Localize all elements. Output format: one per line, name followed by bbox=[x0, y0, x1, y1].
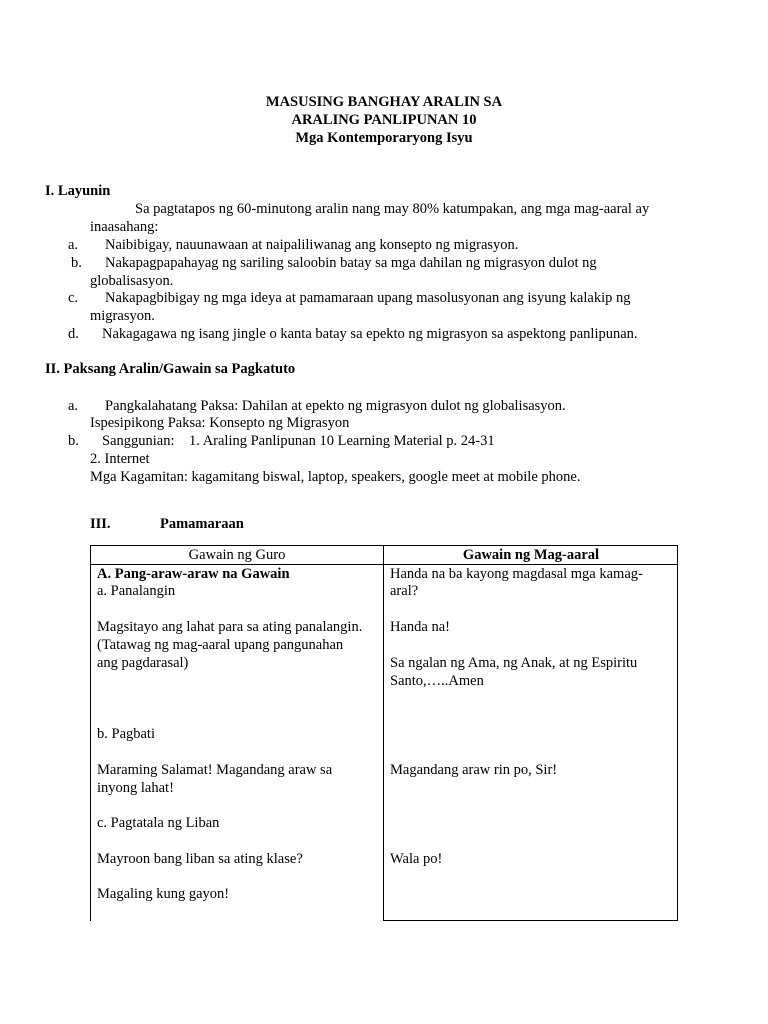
table-bottom-border bbox=[383, 920, 678, 921]
student-attendance-response: Wala po! bbox=[390, 851, 443, 867]
objective-b-text-cont: globalisasyon. bbox=[90, 273, 174, 289]
objective-b-text: Nakapagpapahayag ng sariling saloobin batay sa mga dahilan ng migrasyon dulot ng bbox=[105, 255, 597, 271]
procedure-table bbox=[90, 545, 678, 921]
student-ready-response: Handa na! bbox=[390, 619, 450, 635]
objective-d-marker: d. bbox=[68, 326, 79, 342]
objective-a-text: Naibibigay, nauunawaan at naipaliliwanag ang konsepto ng migrasyon. bbox=[105, 237, 519, 253]
references-line: Sanggunian: 1. Araling Panlipunan 10 Learning Material p. 24-31 bbox=[102, 433, 495, 449]
student-prayer-question-line-2: aral? bbox=[390, 583, 419, 599]
student-greeting-response: Magandang araw rin po, Sir! bbox=[390, 762, 558, 778]
prayer-subheading: a. Panalangin bbox=[97, 583, 176, 599]
section-3-heading: Pamamaraan bbox=[160, 516, 244, 532]
title-line-1: MASUSING BANGHAY ARALIN SA bbox=[265, 94, 503, 110]
header-student-activity: Gawain ng Mag-aaral bbox=[462, 547, 600, 563]
objective-b-marker: b. bbox=[71, 255, 82, 271]
section-1-heading: I. Layunin bbox=[45, 183, 111, 199]
table-left-border bbox=[90, 545, 91, 921]
teacher-greeting-line-2: inyong lahat! bbox=[97, 780, 174, 796]
student-prayer-line-2: Santo,…..Amen bbox=[390, 673, 484, 689]
attendance-subheading: c. Pagtatala ng Liban bbox=[97, 815, 220, 831]
student-prayer-question-line-1: Handa na ba kayong magdasal mga kamag- bbox=[390, 566, 643, 582]
section-3-numeral: III. bbox=[90, 516, 111, 532]
table-right-border bbox=[677, 545, 678, 921]
title-line-2: ARALING PANLIPUNAN 10 bbox=[291, 112, 477, 128]
section-1-intro-line-1: Sa pagtatapos ng 60-minutong aralin nang may 80% katumpakan, ang mga mag-aaral ay bbox=[135, 201, 650, 217]
teacher-prayer-line-2: (Tatawag ng mag-aaral upang pangunahan bbox=[97, 637, 344, 653]
references-internet: 2. Internet bbox=[90, 451, 150, 467]
teacher-prayer-line-3: ang pagdarasal) bbox=[97, 655, 189, 671]
teacher-attendance-question: Mayroon bang liban sa ating klase? bbox=[97, 851, 303, 867]
header-teacher-activity: Gawain ng Guro bbox=[188, 547, 286, 563]
teacher-praise: Magaling kung gayon! bbox=[97, 886, 230, 902]
topic-a-marker: a. bbox=[68, 398, 79, 414]
specific-topic: Ispesipikong Paksa: Konsepto ng Migrasyon bbox=[90, 415, 350, 431]
daily-routine-heading: A. Pang-araw-araw na Gawain bbox=[97, 566, 290, 582]
general-topic: Pangkalahatang Paksa: Dahilan at epekto ng migrasyon dulot ng globalisasyon. bbox=[105, 398, 566, 414]
teacher-prayer-line-1: Magsitayo ang lahat para sa ating panalangin. bbox=[97, 619, 363, 635]
table-middle-border bbox=[383, 545, 384, 921]
topic-b-marker: b. bbox=[68, 433, 79, 449]
objective-d-text: Nakagagawa ng isang jingle o kanta batay sa epekto ng migrasyon sa aspektong panlipunan. bbox=[102, 326, 638, 342]
materials-line: Mga Kagamitan: kagamitang biswal, laptop, speakers, google meet at mobile phone. bbox=[90, 469, 581, 485]
greeting-subheading: b. Pagbati bbox=[97, 726, 155, 742]
objective-c-marker: c. bbox=[68, 290, 79, 306]
teacher-greeting-line-1: Maraming Salamat! Magandang araw sa bbox=[97, 762, 333, 778]
section-2-heading: II. Paksang Aralin/Gawain sa Pagkatuto bbox=[45, 361, 296, 377]
section-1-intro-line-2: inaasahang: bbox=[90, 219, 159, 235]
title-line-3: Mga Kontemporaryong Isyu bbox=[295, 130, 473, 146]
objective-c-text-cont: migrasyon. bbox=[90, 308, 155, 324]
student-prayer-line-1: Sa ngalan ng Ama, ng Anak, at ng Espiritu bbox=[390, 655, 638, 671]
objective-a-marker: a. bbox=[68, 237, 79, 253]
objective-c-text: Nakapagbibigay ng mga ideya at pamamaraan upang masolusyonan ang isyung kalakip ng bbox=[105, 290, 631, 306]
